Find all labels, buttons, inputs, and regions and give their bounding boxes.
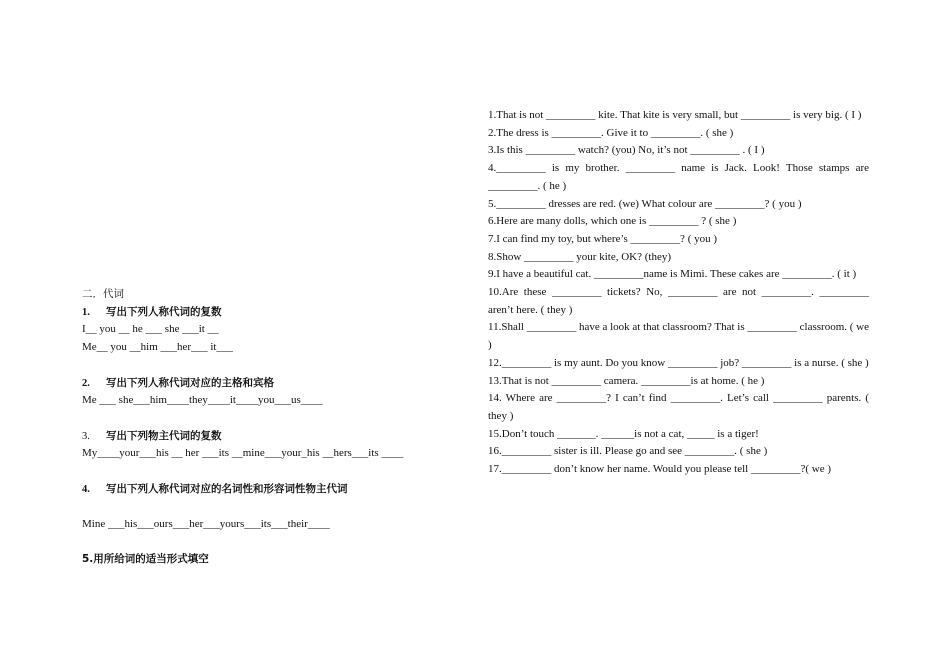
task4-title: 写出下列人称代词对应的名词性和形容词性物主代词 (106, 482, 348, 495)
task3-number: 3. (82, 430, 90, 442)
pronoun-section (82, 286, 442, 569)
question-4: 4._________ is my brother. _________ name is Jack. Look! Those stamps are _________. ( he ) (488, 162, 869, 192)
task1-title: 写出下列人称代词的复数 (106, 305, 222, 318)
question-13: 13.That is not _________ camera. _________is at home. ( he ) (488, 374, 765, 387)
task1-line2: Me__ you __him ___her___ it___ (82, 341, 233, 354)
task3-line1: My____your___his __ her ___its __mine___your_his __hers___its ____ (82, 447, 404, 460)
question-11: 11.Shall _________ have a look at that classroom? That is _________ classroom. ( we ) (488, 321, 869, 352)
fill-in-questions (488, 107, 869, 479)
question-14: 14. Where are _________? I can’t find _________. Let’s call _________ parents. ( they ) (488, 392, 869, 422)
question-2: 2.The dress is _________. Give it to _________. ( she ) (488, 126, 734, 139)
task4-number: 4. (82, 483, 90, 495)
section-title: 二．代词 (82, 288, 124, 300)
task2-heading (82, 375, 442, 393)
question-6: 6.Here are many dolls, which one is _________ ? ( she ) (488, 215, 737, 228)
task1-line1: I__ you __ he ___ she ___it __ (82, 323, 219, 336)
task4-heading (82, 481, 442, 499)
question-8: 8.Show _________ your kite, OK? (they) (488, 250, 672, 263)
task3-title: 写出下列物主代词的复数 (106, 429, 222, 442)
task3-heading (82, 428, 442, 446)
task4-line1: Mine ___his___ours___her___yours___its___their____ (82, 518, 330, 531)
question-1: 1.That is not _________ kite. That kite is very small, but _________ is very big. ( I ) (488, 109, 862, 121)
question-16: 16._________ sister is ill. Please go and see _________. ( she ) (488, 445, 768, 458)
question-9: 9.I have a beautiful cat. _________name is Mimi. These cakes are _________. ( it ) (488, 268, 857, 281)
question-7: 7.I can find my toy, but where’s _________? ( you ) (488, 232, 718, 245)
question-12: 12._________ is my aunt. Do you know _________ job? _________ is a nurse. ( she ) (488, 356, 869, 369)
question-5: 5._________ dresses are red. (we) What colour are _________? ( you ) (488, 197, 802, 210)
question-15: 15.Don’t touch _______. ______is not a cat, _____ is a tiger! (488, 427, 759, 440)
question-17: 17._________ don’t know her name. Would you please tell _________?( we ) (488, 463, 832, 476)
task1-heading (82, 304, 442, 322)
task2-number: 2. (82, 377, 90, 389)
question-3: 3.Is this _________ watch? (you) No, it’s not _________ . ( I ) (488, 144, 765, 157)
task5-heading: 5.用所给词的适当形式填空 (82, 553, 209, 566)
question-10: 10.Are these _________ tickets? No, _________ are not _________. _________ aren’t here. ( they ) (488, 286, 869, 316)
task2-line1: Me ___ she___him____they____it____you___us____ (82, 394, 323, 407)
task1-number: 1. (82, 306, 90, 318)
task2-title: 写出下列人称代词对应的主格和宾格 (106, 376, 274, 389)
